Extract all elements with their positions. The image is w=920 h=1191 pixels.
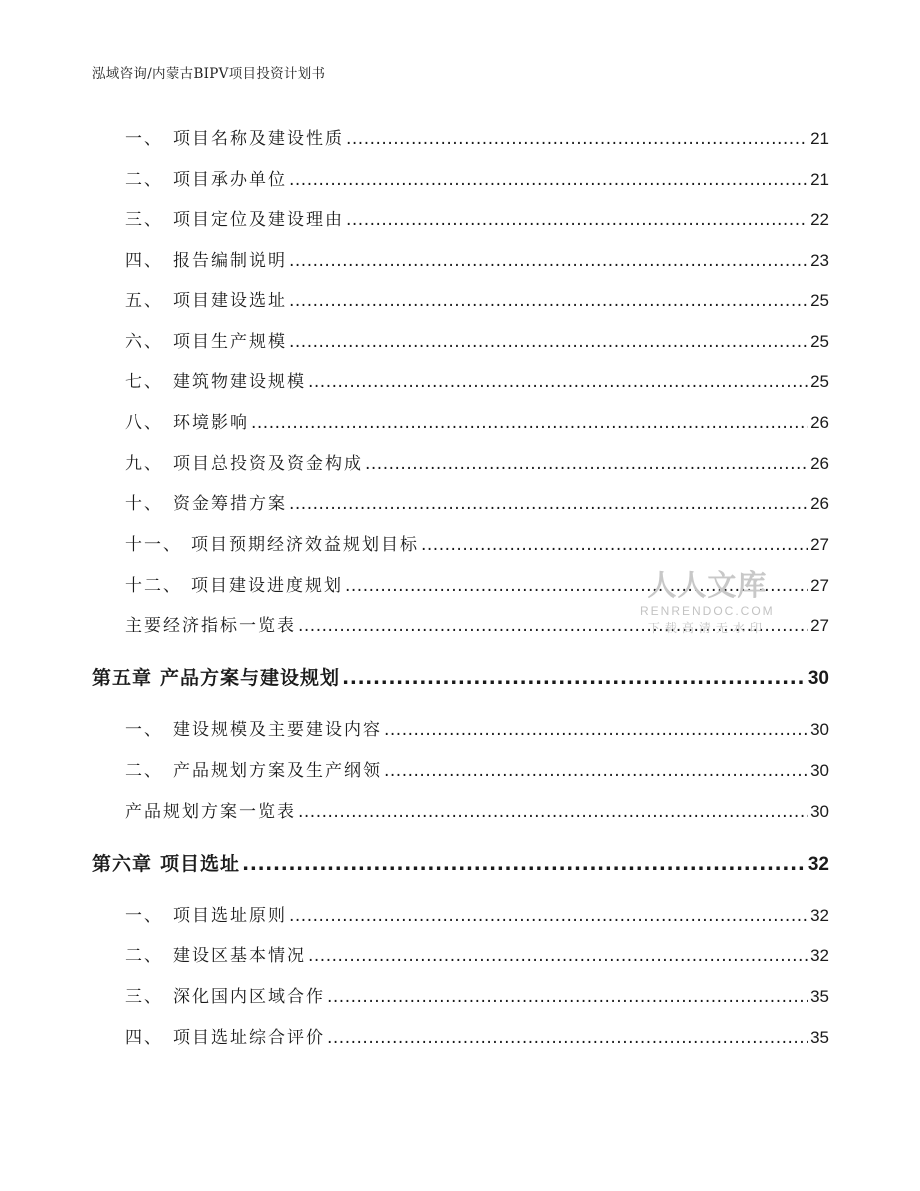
watermark-subtitle: 下载高清无水印 — [647, 621, 767, 635]
toc-entry-page: 23 — [810, 251, 829, 270]
toc-dot-leader — [346, 210, 808, 230]
toc-entry-page: 26 — [810, 413, 829, 432]
toc-entry-number: 七、 — [125, 372, 163, 392]
toc-entry-title: 项目名称及建设性质 — [173, 129, 344, 149]
toc-dot-leader — [289, 332, 808, 352]
toc-entry[interactable] — [125, 1023, 829, 1048]
toc-entry-title: 环境影响 — [173, 413, 249, 433]
toc-entry[interactable] — [125, 982, 829, 1007]
toc-entry[interactable] — [125, 449, 829, 474]
toc-entry-number: 五、 — [125, 291, 163, 311]
toc-entry[interactable] — [125, 327, 829, 352]
toc-entry-number: 二、 — [125, 170, 163, 190]
toc-entry-number: 四、 — [125, 1028, 163, 1048]
toc-entry-page: 30 — [810, 802, 829, 821]
toc-entry-page: 30 — [810, 761, 829, 780]
toc-entry-title: 项目承办单位 — [173, 170, 287, 190]
toc-dot-leader — [365, 454, 808, 474]
toc-entry[interactable] — [125, 408, 829, 433]
toc-entry-title: 建设区基本情况 — [173, 946, 306, 966]
toc-entry-page: 21 — [810, 170, 829, 189]
toc-entry[interactable] — [125, 530, 829, 555]
toc-entry-page: 35 — [810, 987, 829, 1006]
toc-dot-leader — [384, 720, 808, 740]
toc-entry[interactable] — [125, 367, 829, 392]
toc-entry-title: 建设规模及主要建设内容 — [173, 720, 382, 740]
toc-entry-number: 三、 — [125, 987, 163, 1007]
toc-dot-leader — [342, 667, 806, 689]
toc-entry-title: 项目建设进度规划 — [191, 576, 343, 596]
toc-entry[interactable] — [125, 165, 829, 190]
toc-dot-leader — [289, 170, 808, 190]
toc-dot-leader — [421, 535, 808, 555]
toc-entry[interactable] — [125, 901, 829, 926]
toc-entry-title: 产品规划方案一览表 — [125, 802, 296, 822]
toc-entry[interactable] — [125, 205, 829, 230]
toc-dot-leader — [289, 906, 808, 926]
toc-entry-title: 项目总投资及资金构成 — [173, 454, 363, 474]
toc-dot-leader — [289, 494, 808, 514]
toc-dot-leader — [298, 802, 808, 822]
toc-entry-page: 25 — [810, 291, 829, 310]
toc-entry[interactable] — [125, 756, 829, 781]
toc-entry-title: 主要经济指标一览表 — [125, 616, 296, 636]
watermark-title: 人人文库 — [647, 568, 768, 602]
toc-entry-number: 四、 — [125, 251, 163, 271]
toc-entry-page: 32 — [810, 946, 829, 965]
page-header: 泓域咨询/内蒙古BIPV项目投资计划书 — [92, 66, 326, 82]
toc-entry-page: 26 — [810, 494, 829, 513]
toc-dot-leader — [242, 853, 806, 875]
toc-entry-title: 项目生产规模 — [173, 332, 287, 352]
toc-entry-number: 十一、 — [125, 535, 182, 555]
toc-entry-page: 25 — [810, 332, 829, 351]
toc-entry-number: 三、 — [125, 210, 163, 230]
toc-entry[interactable] — [125, 715, 829, 740]
toc-entry-page: 21 — [810, 129, 829, 148]
toc-dot-leader — [327, 987, 808, 1007]
toc-entry-title: 建筑物建设规模 — [173, 372, 306, 392]
toc-entry-number: 二、 — [125, 946, 163, 966]
toc-entry-page: 32 — [810, 906, 829, 925]
toc-entry-page: 26 — [810, 454, 829, 473]
toc-entry-number: 第五章 — [92, 667, 153, 689]
toc-dot-leader — [346, 129, 808, 149]
toc-entry-number: 九、 — [125, 454, 163, 474]
toc-entry-page: 27 — [810, 576, 829, 595]
toc-dot-leader — [289, 291, 808, 311]
toc-entry-title: 深化国内区域合作 — [173, 987, 325, 1007]
toc-entry-title: 报告编制说明 — [173, 251, 287, 271]
toc-entry-number: 八、 — [125, 413, 163, 433]
toc-entry-number: 十二、 — [125, 576, 182, 596]
toc-entry-title: 项目建设选址 — [173, 291, 287, 311]
toc-dot-leader — [327, 1028, 808, 1048]
toc-entry[interactable] — [125, 489, 829, 514]
toc-entry-page: 27 — [810, 616, 829, 635]
toc-entry[interactable] — [125, 286, 829, 311]
toc-entry-title: 项目选址综合评价 — [173, 1028, 325, 1048]
toc-entry-page: 35 — [810, 1028, 829, 1047]
toc-dot-leader — [308, 946, 808, 966]
toc-entry-number: 第六章 — [92, 853, 153, 875]
toc-dot-leader — [289, 251, 808, 271]
toc-entry-title: 项目选址原则 — [173, 906, 287, 926]
watermark-domain: RENRENDOC.COM — [640, 604, 775, 618]
toc-entry-title: 产品规划方案及生产纲领 — [173, 761, 382, 781]
toc-entry-number: 一、 — [125, 129, 163, 149]
toc-entry[interactable] — [125, 797, 829, 822]
toc-entry-number: 六、 — [125, 332, 163, 352]
toc-chapter-entry[interactable] — [92, 849, 829, 876]
toc-entry-title: 项目定位及建设理由 — [173, 210, 344, 230]
toc-entry-title: 项目选址 — [160, 853, 241, 875]
toc-entry-title: 资金筹措方案 — [173, 494, 287, 514]
toc-entry-page: 30 — [810, 720, 829, 739]
toc-entry-page: 32 — [807, 854, 829, 875]
toc-entry-number: 一、 — [125, 720, 163, 740]
toc-entry-title: 项目预期经济效益规划目标 — [191, 535, 419, 555]
toc-entry[interactable] — [125, 246, 829, 271]
toc-entry-title: 产品方案与建设规划 — [160, 667, 341, 689]
toc-dot-leader — [251, 413, 808, 433]
toc-entry-number: 一、 — [125, 906, 163, 926]
toc-entry-page: 30 — [807, 668, 829, 689]
watermark — [640, 563, 775, 636]
toc-entry-number: 二、 — [125, 761, 163, 781]
toc-dot-leader — [308, 372, 808, 392]
toc-dot-leader — [384, 761, 808, 781]
toc-entry-number: 十、 — [125, 494, 163, 514]
toc-entry[interactable] — [125, 941, 829, 966]
toc-chapter-entry[interactable] — [92, 663, 829, 690]
toc-entry-page: 22 — [810, 210, 829, 229]
toc-entry-page: 27 — [810, 535, 829, 554]
toc-entry-page: 25 — [810, 372, 829, 391]
toc-entry[interactable] — [125, 124, 829, 149]
